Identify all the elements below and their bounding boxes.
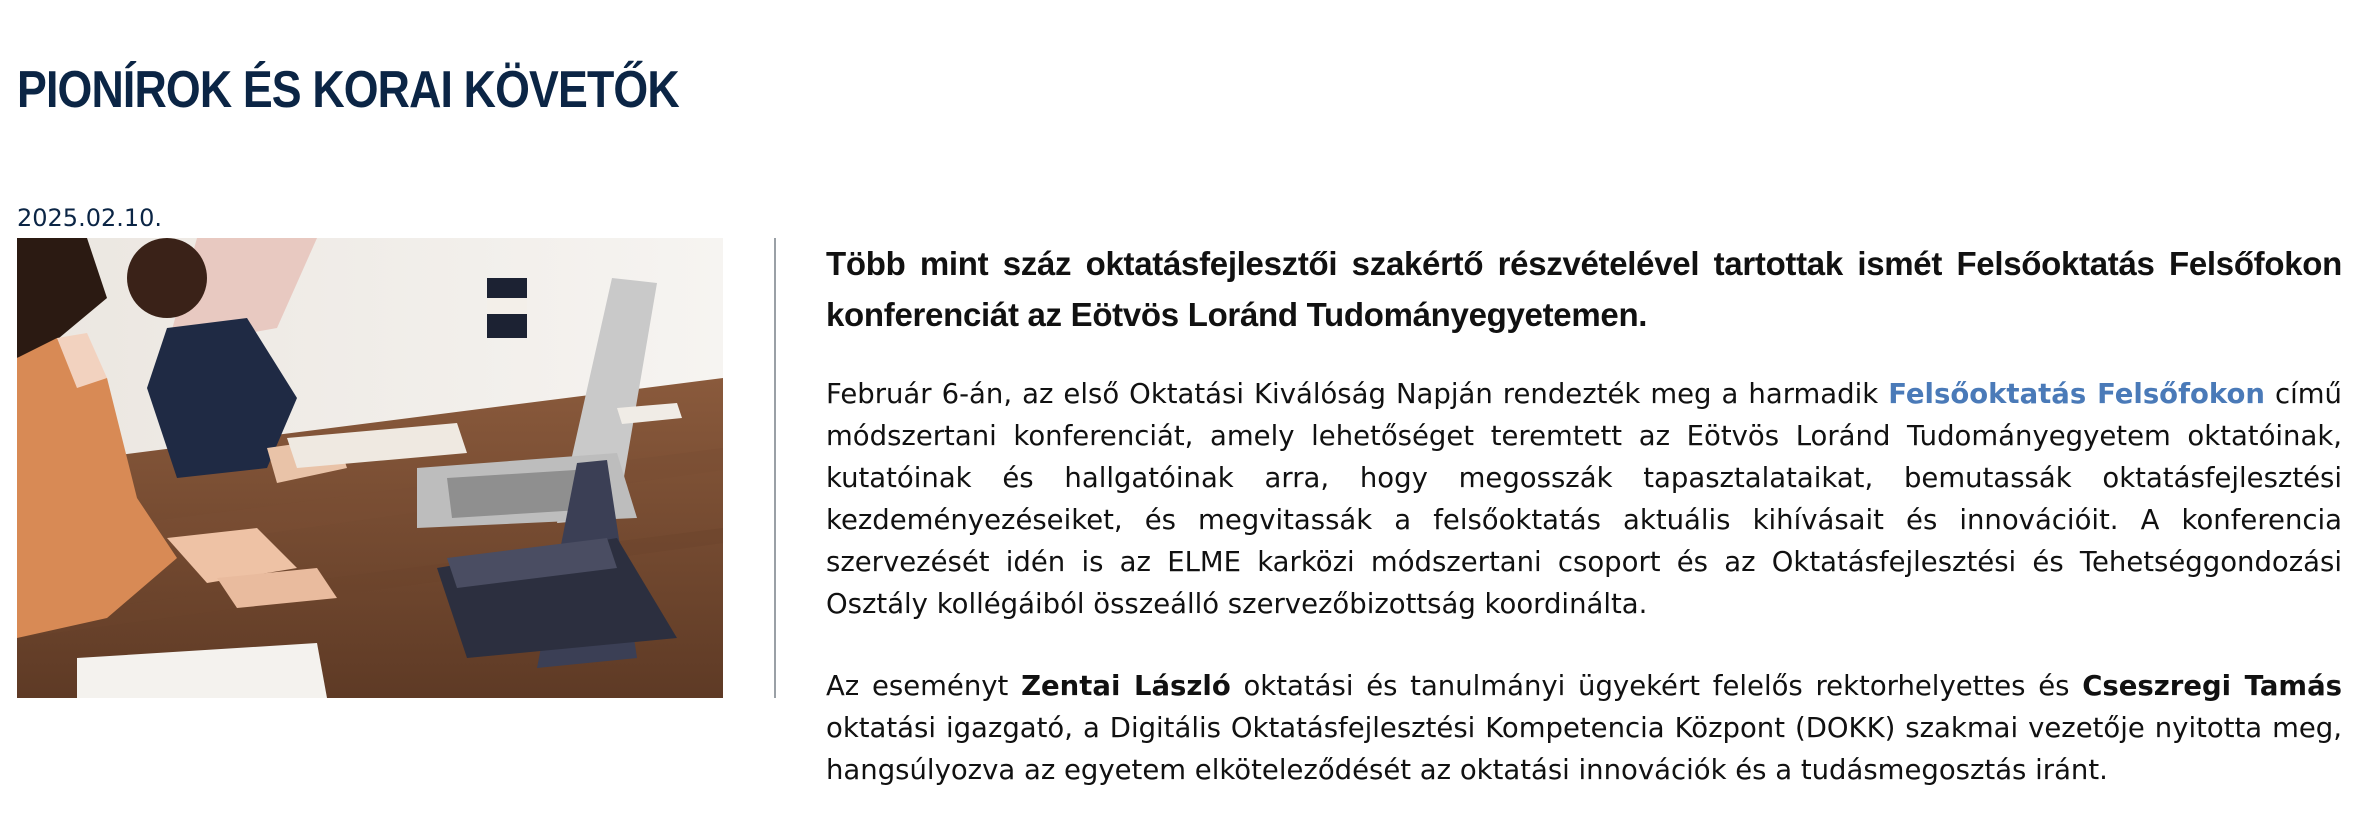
page-title: PIONÍROK ÉS KORAI KÖVETŐK (17, 61, 679, 119)
article-paragraph-2 (826, 665, 2342, 791)
vertical-divider (774, 238, 776, 698)
paragraph-1-text-start: Február 6-án, az első Oktatási Kiválóság Napján rendezték meg a harmadik (826, 378, 1889, 410)
post-date: 2025.02.10. (17, 204, 163, 232)
paragraph-2-text-2: oktatási és tanulmányi ügyekért felelős rektorhelyettes és (1230, 670, 2083, 702)
paragraph-2-text-3: oktatási igazgató, a Digitális Oktatásfejlesztési Kompetencia Központ (DOKK) szakmai vezetője nyitotta meg, hangsúlyozva az egyetem elköteleződését az oktatási innovációk és a tudásmegosztás iránt. (826, 712, 2342, 786)
people-with-laptops-illustration (17, 238, 723, 698)
paragraph-1-text-end: című módszertani konferenciát, amely lehetőséget teremtett az Eötvös Loránd Tudományegyetem oktatóinak, kutatóinak és hallgatóinak arra, hogy megosszák tapasztalataikat, bemutassák oktatásfejlesztési kezdeményezéseiket, és megvitassák a felsőoktatás aktuális kihívásait és innovációit. A konferencia szervezését idén is az ELME karközi módszertani csoport és az Oktatásfejlesztési és Tehetséggondozási Osztály kollégáiból összeálló szervezőbizottság koordinálta. (826, 378, 2342, 620)
paragraph-2-text-1: Az eseményt (826, 670, 1022, 702)
article-body (826, 238, 2342, 791)
article-photo (17, 238, 723, 698)
article-paragraph-1 (826, 373, 2342, 625)
person-name-cseszregi: Cseszregi Tamás (2082, 670, 2343, 702)
conference-link[interactable]: Felsőoktatás Felsőfokon (1888, 378, 2265, 410)
article-lead: Több mint száz oktatásfejlesztői szakértő részvételével tartottak ismét Felsőoktatás Felsőfokon konferenciát az Eötvös Loránd Tudományegyetemen. (826, 245, 2342, 333)
person-name-zentai: Zentai László (1021, 670, 1231, 702)
